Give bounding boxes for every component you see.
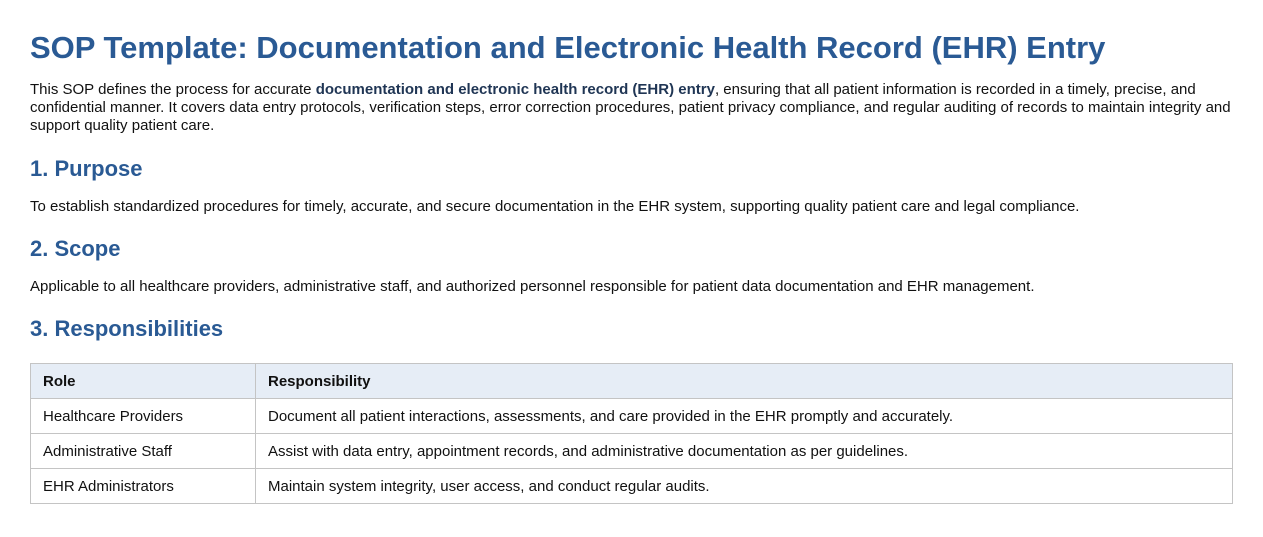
table-row xyxy=(31,469,1233,504)
role-cell: Healthcare Providers xyxy=(31,399,256,434)
responsibility-cell: Document all patient interactions, assessments, and care provided in the EHR promptly and accurately. xyxy=(256,399,1233,434)
intro-text-prefix: This SOP defines the process for accurate xyxy=(30,81,316,98)
responsibility-cell: Assist with data entry, appointment records, and administrative documentation as per guidelines. xyxy=(256,434,1233,469)
intro-paragraph xyxy=(30,81,1233,135)
role-cell: EHR Administrators xyxy=(31,469,256,504)
purpose-text: To establish standardized procedures for timely, accurate, and secure documentation in the EHR system, supporting quality patient care and legal compliance. xyxy=(30,198,1080,215)
section-heading-responsibilities: 3. Responsibilities xyxy=(30,316,224,341)
responsibilities-table xyxy=(30,363,1233,504)
page-title: SOP Template: Documentation and Electronic Health Record (EHR) Entry xyxy=(30,30,1106,65)
column-header-responsibility: Responsibility xyxy=(256,364,1233,399)
table-row xyxy=(31,434,1233,469)
section-heading-scope: 2. Scope xyxy=(30,236,121,261)
scope-text: Applicable to all healthcare providers, administrative staff, and authorized personnel responsible for patient data documentation and EHR management. xyxy=(30,278,1035,295)
intro-text-suffix: , ensuring that all patient information is recorded in a timely, precise, and confidential manner. It covers data entry protocols, verification steps, error correction procedures, patient privacy compliance, and regular auditing of records to maintain integrity and support quality patient care. xyxy=(30,81,1231,134)
table-row xyxy=(31,399,1233,434)
responsibility-cell: Maintain system integrity, user access, and conduct regular audits. xyxy=(256,469,1233,504)
intro-text-bold: documentation and electronic health record (EHR) entry xyxy=(315,81,715,98)
table-header-row xyxy=(31,364,1233,399)
column-header-role: Role xyxy=(31,364,256,399)
section-heading-purpose: 1. Purpose xyxy=(30,156,143,181)
role-cell: Administrative Staff xyxy=(31,434,256,469)
